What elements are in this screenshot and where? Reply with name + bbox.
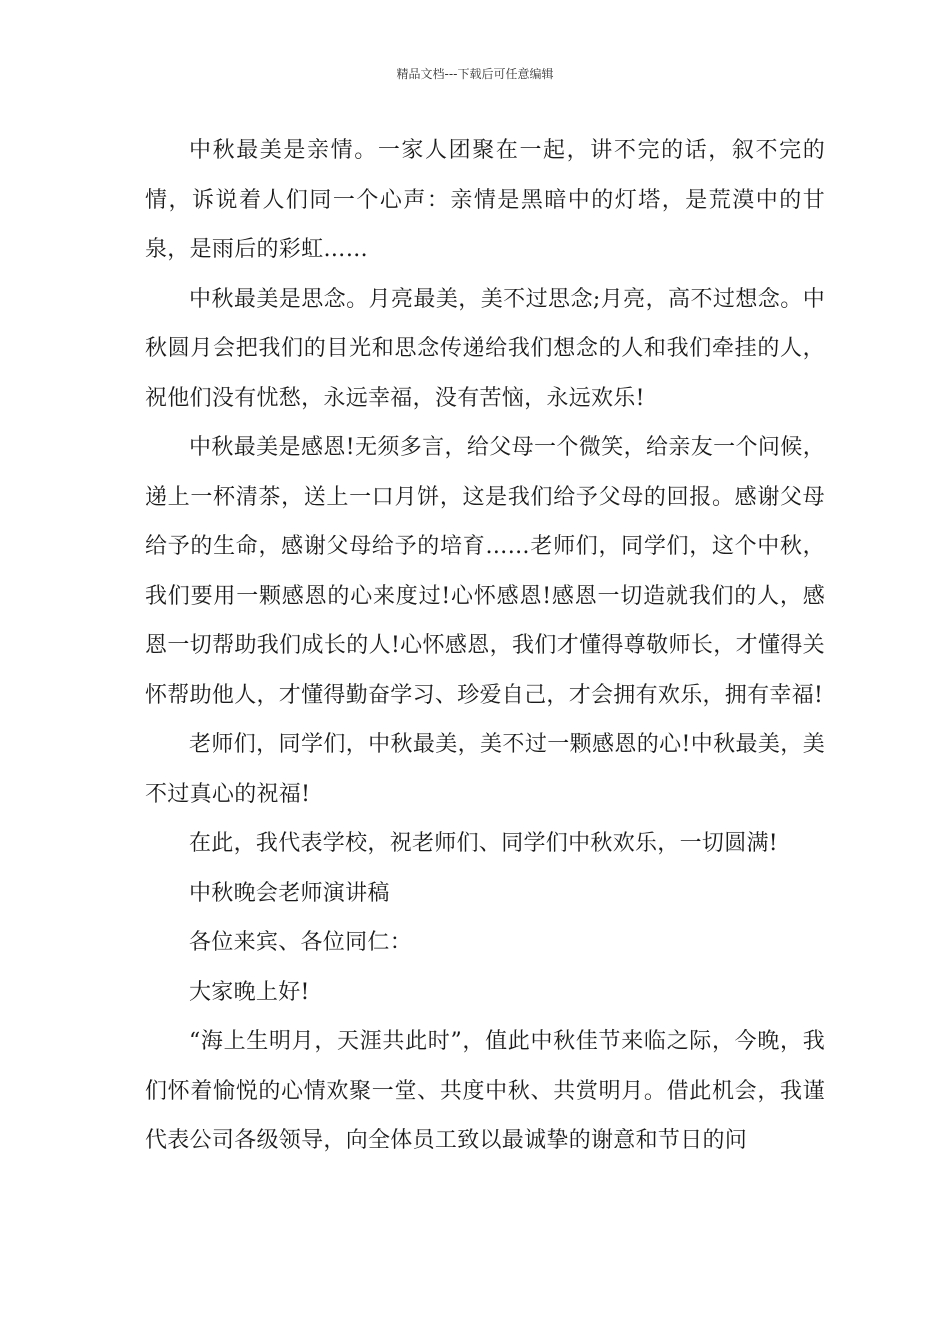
paragraph-opening: “海上生明月，天涯共此时”，值此中秋佳节来临之际，今晚，我们怀着愉悦的心情欢聚一堂、共度中秋、共赏明月。借此机会，我谨代表公司各级领导，向全体员工致以最诚挚的谢意和节日的问: [145, 1029, 825, 1153]
greeting-guests: 各位来宾、各位同仁：: [189, 930, 413, 955]
greeting-evening: 大家晚上好!: [189, 979, 310, 1005]
speech-title: 中秋晚会老师演讲稿: [189, 880, 390, 906]
paragraph-school-wishes: 在此，我代表学校，祝老师们、同学们中秋欢乐，一切圆满!: [189, 831, 778, 856]
paragraph-family-love: 中秋最美是亲情。一家人团聚在一起，讲不完的话，叙不完的情，诉说着人们同一个心声：亲情是黑暗中的灯塔，是荒漠中的甘泉，是雨后的彩虹……: [145, 138, 825, 262]
paragraph-gratitude: 中秋最美是感恩!无须多言，给父母一个微笑，给亲友一个问候，递上一杯清茶，送上一口月饼，这是我们给予父母的回报。感谢父母给予的生命，感谢父母给予的培育……老师们，同学们，这个中秋，我们要用一颗感恩的心来度过!心怀感恩!感恩一切造就我们的人，感恩一切帮助我们成长的人!心怀感恩，我们才懂得尊敬师长，才懂得关怀帮助他人，才懂得勤奋学习、珍爱自己，才会拥有欢乐，拥有幸福!: [145, 435, 825, 708]
document-body: [145, 126, 825, 1166]
page-header: 精品文档---下载后可任意编辑: [396, 67, 554, 81]
paragraph-missing: 中秋最美是思念。月亮最美，美不过思念;月亮，高不过想念。中秋圆月会把我们的目光和思念传递给我们想念的人和我们牵挂的人，祝他们没有忧愁，永远幸福，没有苦恼，永远欢乐!: [145, 286, 825, 411]
paragraph-teachers-students: 老师们，同学们，中秋最美，美不过一颗感恩的心!中秋最美，美不过真心的祝福!: [145, 732, 825, 807]
